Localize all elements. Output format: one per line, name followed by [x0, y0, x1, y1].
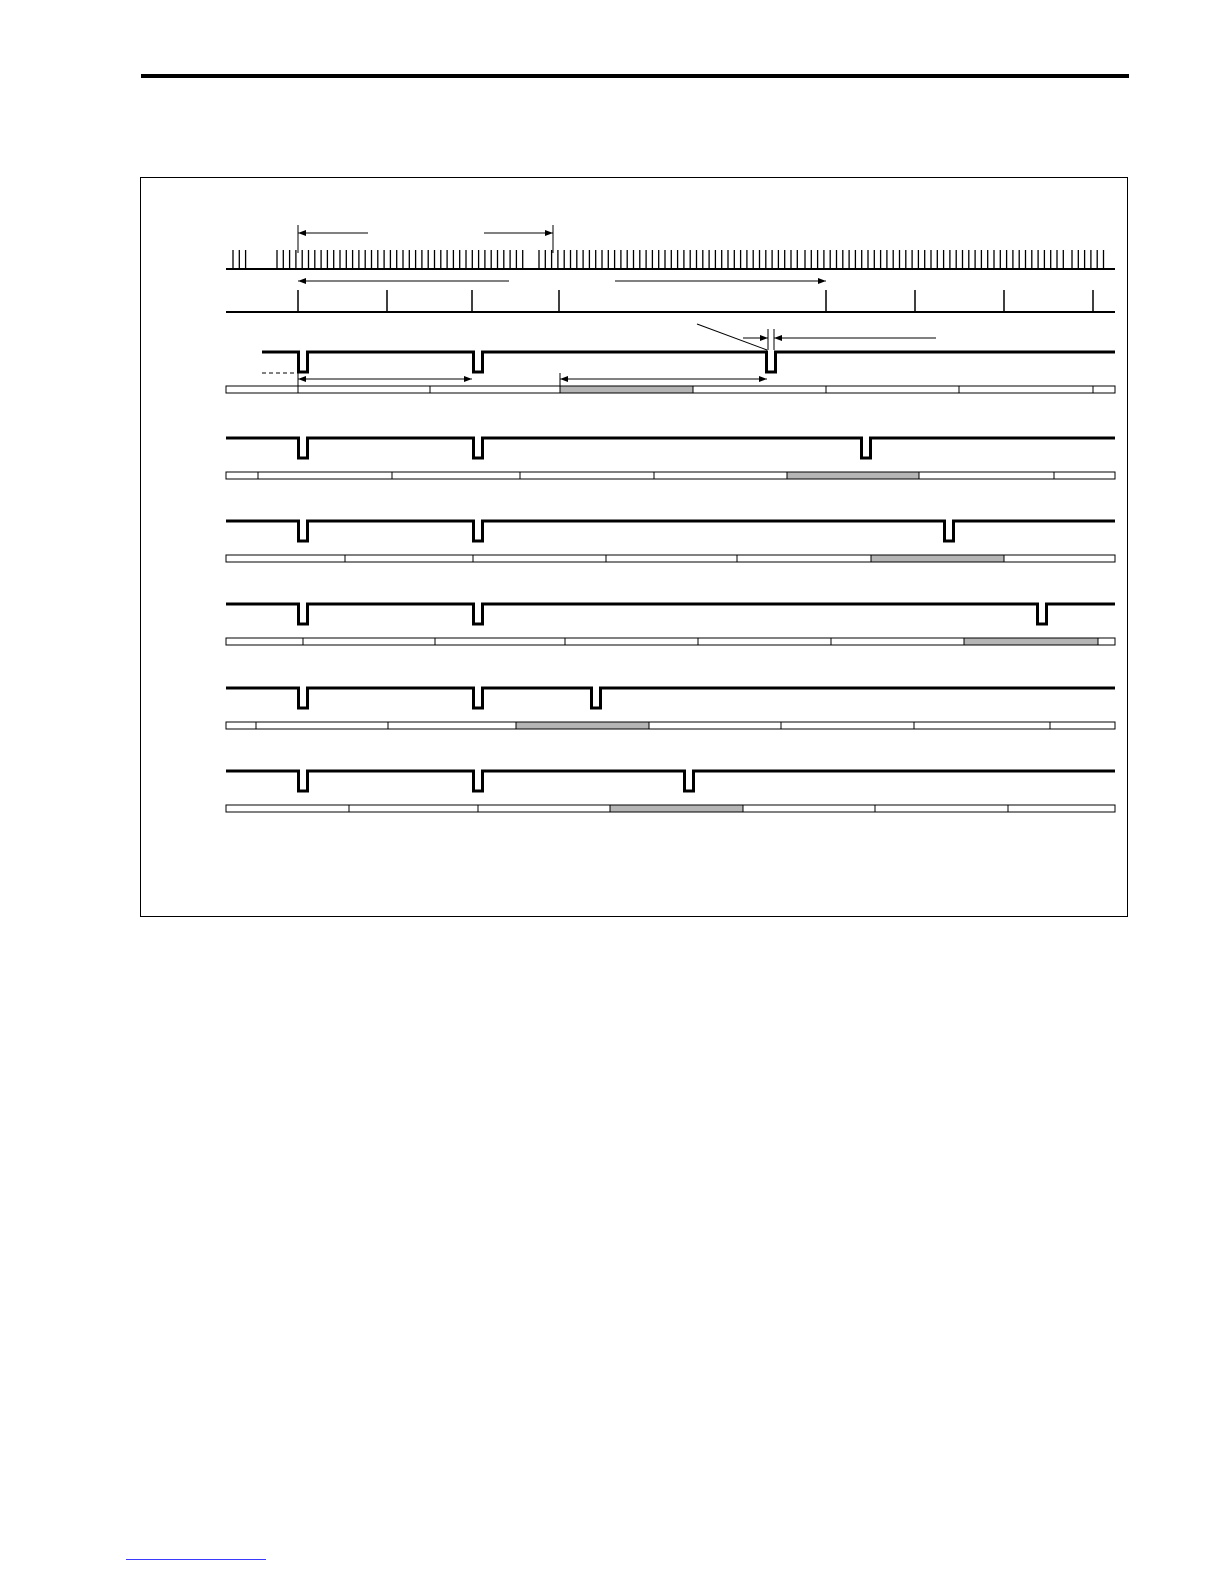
header-rule — [141, 74, 1129, 78]
slot-highlight — [560, 386, 693, 393]
pulse-waveform — [226, 771, 1115, 791]
arrow-head — [560, 376, 568, 382]
pulse-waveform — [226, 438, 1115, 458]
pulse-waveform — [226, 688, 1115, 708]
arrow-head — [298, 230, 306, 236]
arrow-head — [774, 335, 782, 341]
slot-bar — [226, 472, 1115, 479]
arrow-head — [545, 230, 553, 236]
pulse-waveform — [262, 352, 1115, 372]
footer-link-underline — [126, 1559, 266, 1560]
slot-highlight — [964, 638, 1098, 645]
arrow-head — [760, 335, 768, 341]
arrow-head — [759, 376, 767, 382]
pulse-waveform — [226, 521, 1115, 541]
slot-highlight — [610, 805, 743, 812]
leader-line — [697, 324, 767, 350]
arrow-head — [298, 278, 306, 284]
pulse-waveform — [226, 604, 1115, 624]
slot-highlight — [787, 472, 919, 479]
arrow-head — [298, 376, 306, 382]
slot-highlight — [516, 722, 649, 729]
figure-frame — [140, 177, 1128, 917]
slot-highlight — [871, 555, 1004, 562]
timing-diagram — [141, 178, 1129, 918]
arrow-head — [818, 278, 826, 284]
slot-bar — [226, 722, 1115, 729]
arrow-head — [464, 376, 472, 382]
